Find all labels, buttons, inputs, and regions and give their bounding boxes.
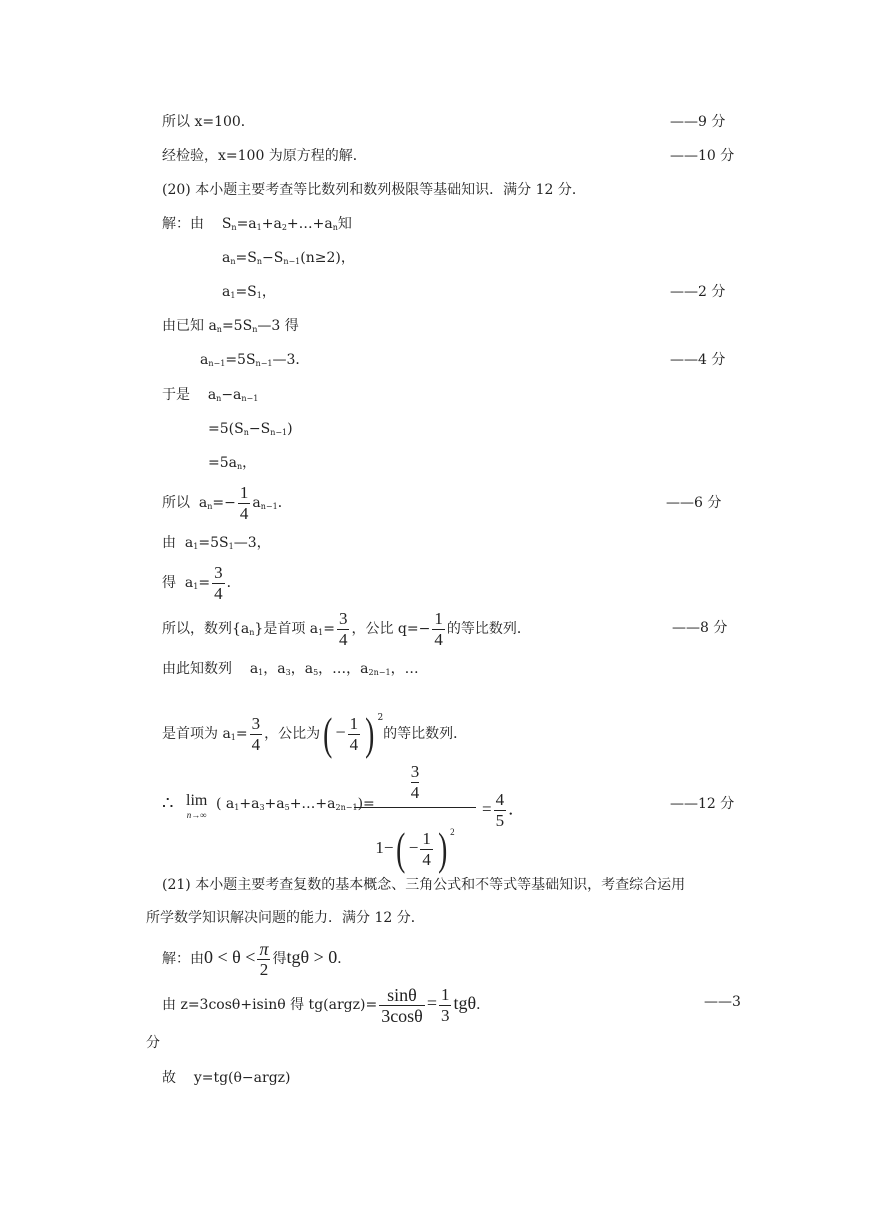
denominator: 5 xyxy=(495,811,505,830)
sum-expression xyxy=(216,794,375,818)
text: —3． xyxy=(272,352,310,368)
text: =− xyxy=(212,495,236,511)
subscript: 1 xyxy=(258,668,264,677)
subscript: n xyxy=(252,325,258,334)
denominator: 4 xyxy=(410,783,420,802)
text: ，… xyxy=(390,661,419,677)
text: ． xyxy=(337,951,352,967)
text: =5S xyxy=(198,535,229,551)
subscript: 1 xyxy=(193,542,199,551)
formula-line xyxy=(162,981,490,1027)
text: 所以 xyxy=(162,495,190,511)
text: =5a xyxy=(208,455,237,471)
denominator: 4 xyxy=(434,629,443,649)
score-mark: ——6 分 xyxy=(666,495,722,511)
subscript: n xyxy=(236,462,243,471)
text: a xyxy=(198,495,208,511)
text: y=tg(θ−argz) xyxy=(193,1070,291,1086)
denominator: 4 xyxy=(214,583,223,603)
score-mark: ——9 分 xyxy=(670,114,726,130)
exponent: 2 xyxy=(377,713,384,723)
numerator: 1 xyxy=(349,713,359,733)
text: =S xyxy=(235,250,257,266)
text: (n≥2)， xyxy=(300,250,355,266)
text: −S xyxy=(262,250,284,266)
text: 解：由 xyxy=(162,216,204,232)
formula-line xyxy=(208,419,293,443)
subscript: 1 xyxy=(193,582,199,591)
subscript: 1 xyxy=(228,542,234,551)
inequality: tgθ > 0 xyxy=(286,947,338,967)
text: 由此知数列 xyxy=(162,661,232,677)
text: —3 得 xyxy=(257,318,299,334)
text: =5S xyxy=(221,318,253,334)
subscript: n xyxy=(231,223,237,232)
text: ． xyxy=(277,495,292,511)
subscript: 1 xyxy=(318,628,324,637)
numerator: 1 xyxy=(422,828,431,848)
subscript: 2n−1 xyxy=(335,803,358,812)
text-line: 所学数学知识解决问题的能力．满分 12 分． xyxy=(146,910,425,926)
numerator-fraction xyxy=(411,762,420,803)
text: +…+a xyxy=(286,216,333,232)
text: a xyxy=(207,387,217,403)
denominator: 4 xyxy=(422,849,431,869)
text: 于是 xyxy=(162,387,190,403)
formula-line xyxy=(208,453,256,477)
subscript: n xyxy=(230,257,236,266)
subscript: n−1 xyxy=(270,428,288,437)
text: ( a xyxy=(216,796,235,812)
text: a xyxy=(184,535,194,551)
text: = xyxy=(198,575,211,591)
fraction xyxy=(337,609,350,650)
text: ，a xyxy=(263,661,286,677)
subscript: n−1 xyxy=(283,257,301,266)
text: a xyxy=(222,284,231,300)
text: +a xyxy=(264,796,285,812)
fraction xyxy=(439,985,452,1026)
subscript: n−1 xyxy=(208,359,226,368)
numerator: 3 xyxy=(338,608,348,628)
text: 由已知 a xyxy=(162,318,217,334)
subscript: 2 xyxy=(281,223,287,232)
formula-line xyxy=(162,692,467,764)
therefore-sign: ∴ xyxy=(162,793,174,814)
denominator: 3cosθ xyxy=(381,1005,423,1026)
subscript: n xyxy=(216,325,222,334)
text: ． xyxy=(476,997,491,1013)
subscript: 1 xyxy=(256,223,262,232)
subscript: n xyxy=(243,428,249,437)
score-mark-unit: 分 xyxy=(146,1035,160,1051)
fraction xyxy=(250,714,263,755)
text: 所以，数列{a xyxy=(162,621,250,637)
limit-operator xyxy=(186,794,207,822)
subscript: 5 xyxy=(284,803,290,812)
formula-line xyxy=(162,482,292,528)
numerator: 3 xyxy=(410,762,420,781)
text: ， xyxy=(242,455,257,471)
numerator: π xyxy=(259,938,269,959)
numerator: 1 xyxy=(434,608,443,628)
text: ，…，a xyxy=(318,661,369,677)
formula-line xyxy=(162,533,271,557)
text: ． xyxy=(226,575,241,591)
fraction xyxy=(348,714,361,755)
minus-sign: − xyxy=(408,838,419,857)
denominator: 3 xyxy=(440,1005,450,1025)
text: =5S xyxy=(225,352,256,368)
subscript: 5 xyxy=(313,668,319,677)
text: 的等比数列． xyxy=(446,621,531,637)
text: 是首项为 a xyxy=(162,726,231,742)
text: +a xyxy=(239,796,260,812)
formula-line xyxy=(162,659,419,683)
text: = xyxy=(235,726,248,742)
fraction xyxy=(238,483,251,524)
text-line: 所以 x=100． xyxy=(162,114,255,130)
right-paren: ) xyxy=(437,823,448,875)
formula-line xyxy=(162,1068,291,1088)
text: 解：由 xyxy=(162,951,204,967)
subscript: 1 xyxy=(256,291,262,300)
subscript: n xyxy=(216,394,222,403)
denominator: 4 xyxy=(239,503,249,523)
right-paren: ) xyxy=(365,708,375,759)
text: +…+a xyxy=(289,796,336,812)
score-mark: ——3 xyxy=(704,994,741,1010)
equals-sign: = xyxy=(426,993,437,1013)
numerator: 1 xyxy=(440,984,450,1004)
text: —3， xyxy=(233,535,271,551)
text: )= xyxy=(357,796,375,812)
score-mark: ——12 分 xyxy=(670,796,735,812)
text: 1− xyxy=(375,838,394,857)
minus-sign: − xyxy=(335,722,346,742)
lim-word: lim xyxy=(186,792,208,809)
score-mark: ——10 分 xyxy=(670,148,735,164)
tangent: tgθ xyxy=(453,993,477,1013)
fraction xyxy=(212,563,225,604)
subscript: 1 xyxy=(234,803,240,812)
denominator: 4 xyxy=(349,734,359,754)
text: −S xyxy=(248,421,271,437)
text: =5(S xyxy=(208,421,244,437)
text: 由 xyxy=(162,535,176,551)
text: }是首项 a xyxy=(254,621,319,637)
subscript: n xyxy=(256,257,262,266)
text: ，公比 q=− xyxy=(351,621,431,637)
text: =a xyxy=(236,216,257,232)
denominator: 2 xyxy=(257,959,270,980)
numerator: sinθ xyxy=(387,984,417,1005)
numerator: 4 xyxy=(495,790,505,809)
score-mark: ——2 分 xyxy=(670,284,726,300)
left-paren: ( xyxy=(323,708,333,759)
text: 知 xyxy=(337,216,352,232)
subscript: n xyxy=(332,223,338,232)
subscript: 3 xyxy=(285,668,291,677)
fraction xyxy=(257,939,270,980)
text: 故 xyxy=(162,1070,176,1086)
formula-line xyxy=(162,935,351,981)
big-fraction xyxy=(354,762,476,875)
fraction xyxy=(432,609,445,650)
score-mark: ——8 分 xyxy=(672,620,728,636)
formula-line xyxy=(200,350,309,374)
formula-line xyxy=(162,562,241,608)
fraction xyxy=(379,985,425,1026)
text: ，公比为 xyxy=(264,726,321,742)
subscript: 2n−1 xyxy=(368,668,391,677)
inequality: 0 < θ < xyxy=(204,947,256,967)
numerator: 3 xyxy=(214,562,223,582)
subscript: n−1 xyxy=(241,394,259,403)
lim-under: n→∞ xyxy=(186,810,207,820)
text-line: 经检验，x=100 为原方程的解． xyxy=(162,148,367,164)
formula-line xyxy=(222,282,276,306)
subscript: 1 xyxy=(230,291,236,300)
fraction xyxy=(494,790,507,831)
text: a xyxy=(200,352,209,368)
text: 得 xyxy=(162,575,176,591)
text: ) xyxy=(287,421,293,437)
fraction xyxy=(420,829,433,870)
subscript: n−1 xyxy=(255,359,273,368)
text: ， xyxy=(261,284,276,300)
result xyxy=(482,790,525,831)
formula-line xyxy=(162,214,352,238)
formula-line xyxy=(162,385,258,409)
subscript: n−1 xyxy=(260,502,278,511)
subscript: 1 xyxy=(230,733,236,742)
denominator-expression xyxy=(354,808,476,875)
text: a xyxy=(249,661,259,677)
text: ，a xyxy=(290,661,314,677)
formula-line xyxy=(162,608,531,654)
text: +a xyxy=(261,216,282,232)
denominator: 4 xyxy=(251,734,261,754)
subscript: 3 xyxy=(259,803,265,812)
numerator: 3 xyxy=(251,713,261,733)
text: 的等比数列． xyxy=(383,726,468,742)
subscript: n xyxy=(207,502,213,511)
score-mark: ——4 分 xyxy=(670,352,726,368)
text: a xyxy=(222,250,231,266)
subscript: n xyxy=(249,628,255,637)
equals-sign: = xyxy=(482,799,492,819)
text: S xyxy=(221,216,232,232)
formula-line xyxy=(162,316,299,340)
exponent: 2 xyxy=(450,827,455,837)
text: a xyxy=(252,495,261,511)
formula-line xyxy=(222,248,355,272)
text: = xyxy=(323,621,335,637)
section-heading: (21) 本小题主要考查复数的基本概念、三角公式和不等式等基础知识，考查综合运用 xyxy=(162,877,686,893)
section-heading: (20) 本小题主要考查等比数列和数列极限等基础知识．满分 12 分． xyxy=(162,182,586,198)
text: ． xyxy=(508,799,526,819)
numerator: 1 xyxy=(239,482,249,502)
text: =S xyxy=(235,284,257,300)
denominator: 4 xyxy=(338,629,348,649)
left-paren: ( xyxy=(396,823,406,875)
text: 由 z=3cosθ+isinθ 得 tg(argz)= xyxy=(162,997,378,1013)
text: −a xyxy=(221,387,242,403)
text: a xyxy=(184,575,194,591)
text: 得 xyxy=(272,951,287,967)
